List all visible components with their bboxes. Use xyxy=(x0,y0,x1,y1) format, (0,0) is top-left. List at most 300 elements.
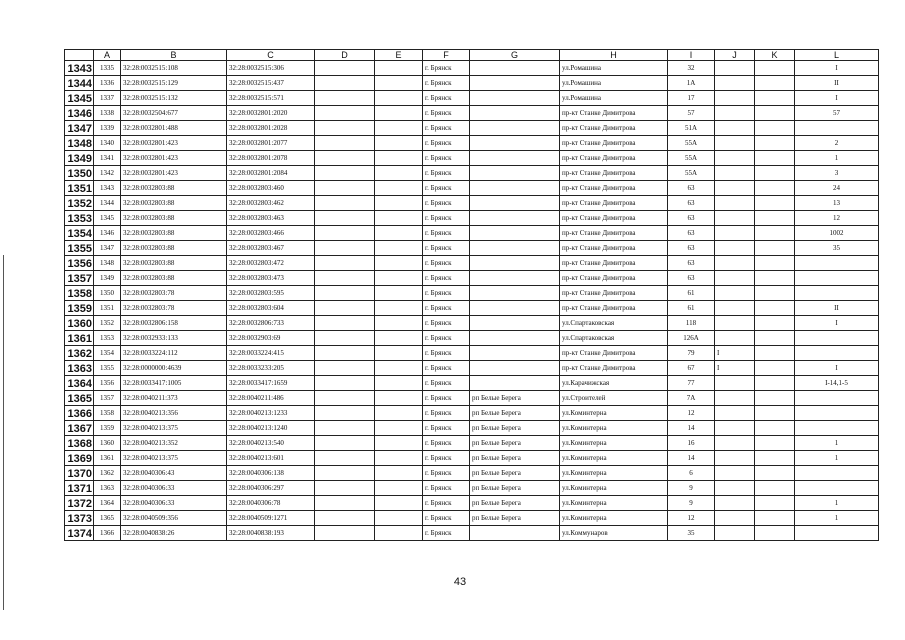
cell-h[interactable]: ул.Ромашина xyxy=(560,91,668,106)
cell-d[interactable] xyxy=(315,151,375,166)
row-number[interactable]: 1369 xyxy=(65,451,94,466)
cell-e[interactable] xyxy=(375,211,423,226)
cell-a[interactable]: 1342 xyxy=(94,166,121,181)
cell-d[interactable] xyxy=(315,166,375,181)
row-number[interactable]: 1367 xyxy=(65,421,94,436)
cell-g[interactable] xyxy=(470,166,560,181)
cell-k[interactable] xyxy=(755,76,795,91)
cell-f[interactable]: г. Брянск xyxy=(423,256,470,271)
cell-a[interactable]: 1361 xyxy=(94,451,121,466)
cell-f[interactable]: г. Брянск xyxy=(423,271,470,286)
cell-k[interactable] xyxy=(755,376,795,391)
cell-i[interactable]: 63 xyxy=(668,181,715,196)
cell-l[interactable] xyxy=(795,466,879,481)
cell-l[interactable] xyxy=(795,121,879,136)
cell-d[interactable] xyxy=(315,301,375,316)
cell-f[interactable]: г. Брянск xyxy=(423,361,470,376)
cell-h[interactable]: пр-кт Станке Димитрова xyxy=(560,121,668,136)
column-header-a[interactable]: A xyxy=(94,50,121,61)
cell-i[interactable]: 32 xyxy=(668,61,715,76)
cell-a[interactable]: 1344 xyxy=(94,196,121,211)
cell-k[interactable] xyxy=(755,301,795,316)
cell-i[interactable]: 16 xyxy=(668,436,715,451)
cell-h[interactable]: ул.Коминтерна xyxy=(560,436,668,451)
cell-h[interactable]: ул.Коминтерна xyxy=(560,421,668,436)
cell-e[interactable] xyxy=(375,451,423,466)
cell-k[interactable] xyxy=(755,61,795,76)
row-number[interactable]: 1344 xyxy=(65,76,94,91)
cell-c[interactable]: 32:28:0032803:466 xyxy=(227,226,315,241)
cell-e[interactable] xyxy=(375,316,423,331)
cell-i[interactable]: 55А xyxy=(668,136,715,151)
cell-e[interactable] xyxy=(375,301,423,316)
cell-i[interactable]: 6 xyxy=(668,466,715,481)
cell-i[interactable]: 63 xyxy=(668,211,715,226)
cell-c[interactable]: 32:28:0032801:2078 xyxy=(227,151,315,166)
cell-f[interactable]: г. Брянск xyxy=(423,301,470,316)
cell-e[interactable] xyxy=(375,421,423,436)
cell-k[interactable] xyxy=(755,136,795,151)
cell-f[interactable]: г. Брянск xyxy=(423,166,470,181)
cell-b[interactable]: 32:28:0032515:132 xyxy=(121,91,227,106)
cell-a[interactable]: 1358 xyxy=(94,406,121,421)
cell-a[interactable]: 1365 xyxy=(94,511,121,526)
cell-a[interactable]: 1338 xyxy=(94,106,121,121)
cell-a[interactable]: 1362 xyxy=(94,466,121,481)
cell-g[interactable]: рп Белые Берега xyxy=(470,406,560,421)
cell-j[interactable] xyxy=(715,331,755,346)
cell-l[interactable]: 24 xyxy=(795,181,879,196)
cell-l[interactable]: 35 xyxy=(795,241,879,256)
cell-a[interactable]: 1360 xyxy=(94,436,121,451)
cell-e[interactable] xyxy=(375,166,423,181)
cell-k[interactable] xyxy=(755,511,795,526)
cell-a[interactable]: 1355 xyxy=(94,361,121,376)
row-number[interactable]: 1364 xyxy=(65,376,94,391)
cell-f[interactable]: г. Брянск xyxy=(423,451,470,466)
cell-b[interactable]: 32:28:0032803:88 xyxy=(121,211,227,226)
cell-f[interactable]: г. Брянск xyxy=(423,181,470,196)
cell-j[interactable] xyxy=(715,271,755,286)
cell-b[interactable]: 32:28:0000000:4639 xyxy=(121,361,227,376)
cell-j[interactable] xyxy=(715,406,755,421)
cell-e[interactable] xyxy=(375,136,423,151)
row-number[interactable]: 1357 xyxy=(65,271,94,286)
cell-b[interactable]: 32:28:0032803:88 xyxy=(121,196,227,211)
cell-f[interactable]: г. Брянск xyxy=(423,391,470,406)
cell-f[interactable]: г. Брянск xyxy=(423,481,470,496)
cell-i[interactable]: 9 xyxy=(668,481,715,496)
cell-d[interactable] xyxy=(315,196,375,211)
cell-k[interactable] xyxy=(755,316,795,331)
cell-i[interactable]: 63 xyxy=(668,256,715,271)
cell-l[interactable]: 1002 xyxy=(795,226,879,241)
cell-e[interactable] xyxy=(375,481,423,496)
cell-g[interactable] xyxy=(470,286,560,301)
column-header-i[interactable]: I xyxy=(668,50,715,61)
row-number[interactable]: 1353 xyxy=(65,211,94,226)
cell-l[interactable]: 1 xyxy=(795,151,879,166)
cell-j[interactable] xyxy=(715,241,755,256)
cell-c[interactable]: 32:28:0040509:1271 xyxy=(227,511,315,526)
cell-k[interactable] xyxy=(755,436,795,451)
cell-c[interactable]: 32:28:0032515:571 xyxy=(227,91,315,106)
cell-a[interactable]: 1340 xyxy=(94,136,121,151)
cell-k[interactable] xyxy=(755,481,795,496)
cell-c[interactable]: 32:28:0032903:69 xyxy=(227,331,315,346)
cell-i[interactable]: 61 xyxy=(668,301,715,316)
cell-l[interactable]: 1 xyxy=(795,511,879,526)
cell-e[interactable] xyxy=(375,376,423,391)
cell-f[interactable]: г. Брянск xyxy=(423,286,470,301)
cell-j[interactable] xyxy=(715,211,755,226)
cell-g[interactable] xyxy=(470,151,560,166)
cell-h[interactable]: пр-кт Станке Димитрова xyxy=(560,136,668,151)
cell-g[interactable] xyxy=(470,301,560,316)
cell-k[interactable] xyxy=(755,451,795,466)
cell-g[interactable] xyxy=(470,196,560,211)
cell-l[interactable]: I-14,1-5 xyxy=(795,376,879,391)
cell-f[interactable]: г. Брянск xyxy=(423,376,470,391)
cell-g[interactable]: рп Белые Берега xyxy=(470,391,560,406)
cell-g[interactable] xyxy=(470,376,560,391)
cell-h[interactable]: ул.Коминтерна xyxy=(560,481,668,496)
cell-b[interactable]: 32:28:0040306:43 xyxy=(121,466,227,481)
cell-f[interactable]: г. Брянск xyxy=(423,136,470,151)
cell-g[interactable]: рп Белые Берега xyxy=(470,496,560,511)
row-number[interactable]: 1360 xyxy=(65,316,94,331)
cell-d[interactable] xyxy=(315,241,375,256)
cell-k[interactable] xyxy=(755,406,795,421)
cell-d[interactable] xyxy=(315,376,375,391)
cell-j[interactable] xyxy=(715,391,755,406)
cell-i[interactable]: 79 xyxy=(668,346,715,361)
cell-i[interactable]: 7А xyxy=(668,391,715,406)
cell-l[interactable]: I xyxy=(795,361,879,376)
cell-l[interactable]: I xyxy=(795,91,879,106)
cell-b[interactable]: 32:28:0032504:677 xyxy=(121,106,227,121)
cell-j[interactable] xyxy=(715,121,755,136)
row-number[interactable]: 1362 xyxy=(65,346,94,361)
cell-c[interactable]: 32:28:0032803:462 xyxy=(227,196,315,211)
cell-e[interactable] xyxy=(375,226,423,241)
cell-g[interactable] xyxy=(470,181,560,196)
cell-h[interactable]: ул.Коммунаров xyxy=(560,526,668,541)
cell-k[interactable] xyxy=(755,466,795,481)
cell-i[interactable]: 17 xyxy=(668,91,715,106)
cell-f[interactable]: г. Брянск xyxy=(423,106,470,121)
cell-f[interactable]: г. Брянск xyxy=(423,406,470,421)
cell-c[interactable]: 32:28:0040306:138 xyxy=(227,466,315,481)
cell-k[interactable] xyxy=(755,421,795,436)
cell-g[interactable] xyxy=(470,136,560,151)
cell-b[interactable]: 32:28:0032803:78 xyxy=(121,286,227,301)
cell-f[interactable]: г. Брянск xyxy=(423,241,470,256)
cell-e[interactable] xyxy=(375,406,423,421)
column-header-f[interactable]: F xyxy=(423,50,470,61)
cell-g[interactable] xyxy=(470,61,560,76)
cell-i[interactable]: 51А xyxy=(668,121,715,136)
cell-c[interactable]: 32:28:0040213:601 xyxy=(227,451,315,466)
cell-c[interactable]: 32:28:0032515:437 xyxy=(227,76,315,91)
cell-c[interactable]: 32:28:0040838:193 xyxy=(227,526,315,541)
cell-l[interactable] xyxy=(795,391,879,406)
cell-h[interactable]: пр-кт Станке Димитрова xyxy=(560,346,668,361)
cell-a[interactable]: 1335 xyxy=(94,61,121,76)
cell-k[interactable] xyxy=(755,121,795,136)
cell-a[interactable]: 1341 xyxy=(94,151,121,166)
cell-g[interactable] xyxy=(470,121,560,136)
cell-b[interactable]: 32:28:0040306:33 xyxy=(121,496,227,511)
cell-i[interactable]: 63 xyxy=(668,226,715,241)
cell-f[interactable]: г. Брянск xyxy=(423,526,470,541)
cell-a[interactable]: 1348 xyxy=(94,256,121,271)
cell-b[interactable]: 32:28:0032801:488 xyxy=(121,121,227,136)
cell-i[interactable]: 12 xyxy=(668,406,715,421)
cell-g[interactable] xyxy=(470,361,560,376)
cell-j[interactable] xyxy=(715,466,755,481)
cell-c[interactable]: 32:28:0032801:2077 xyxy=(227,136,315,151)
row-number[interactable]: 1370 xyxy=(65,466,94,481)
cell-a[interactable]: 1351 xyxy=(94,301,121,316)
row-number[interactable]: 1350 xyxy=(65,166,94,181)
cell-h[interactable]: ул.Коминтерна xyxy=(560,511,668,526)
cell-j[interactable] xyxy=(715,301,755,316)
cell-g[interactable] xyxy=(470,226,560,241)
cell-i[interactable]: 1А xyxy=(668,76,715,91)
cell-c[interactable]: 32:28:0040213:1233 xyxy=(227,406,315,421)
cell-j[interactable]: I xyxy=(715,346,755,361)
cell-j[interactable] xyxy=(715,136,755,151)
cell-b[interactable]: 32:28:0032803:78 xyxy=(121,301,227,316)
cell-h[interactable]: ул.Спартаковская xyxy=(560,316,668,331)
cell-c[interactable]: 32:28:0033417:1659 xyxy=(227,376,315,391)
cell-e[interactable] xyxy=(375,511,423,526)
cell-k[interactable] xyxy=(755,196,795,211)
cell-b[interactable]: 32:28:0040306:33 xyxy=(121,481,227,496)
cell-g[interactable] xyxy=(470,91,560,106)
cell-i[interactable]: 55А xyxy=(668,166,715,181)
cell-f[interactable]: г. Брянск xyxy=(423,76,470,91)
cell-h[interactable]: пр-кт Станке Димитрова xyxy=(560,106,668,121)
cell-j[interactable]: I xyxy=(715,361,755,376)
cell-b[interactable]: 32:28:0032515:108 xyxy=(121,61,227,76)
cell-d[interactable] xyxy=(315,226,375,241)
cell-i[interactable]: 63 xyxy=(668,241,715,256)
cell-i[interactable]: 67 xyxy=(668,361,715,376)
cell-d[interactable] xyxy=(315,286,375,301)
cell-h[interactable]: ул.Спартаковская xyxy=(560,331,668,346)
cell-h[interactable]: пр-кт Станке Димитрова xyxy=(560,196,668,211)
cell-c[interactable]: 32:28:0032803:595 xyxy=(227,286,315,301)
cell-f[interactable]: г. Брянск xyxy=(423,226,470,241)
cell-l[interactable] xyxy=(795,481,879,496)
cell-c[interactable]: 32:28:0032806:733 xyxy=(227,316,315,331)
cell-c[interactable]: 32:28:0032801:2020 xyxy=(227,106,315,121)
cell-b[interactable]: 32:28:0033224:112 xyxy=(121,346,227,361)
cell-l[interactable]: II xyxy=(795,301,879,316)
cell-a[interactable]: 1353 xyxy=(94,331,121,346)
cell-i[interactable]: 55А xyxy=(668,151,715,166)
cell-l[interactable]: 1 xyxy=(795,496,879,511)
cell-i[interactable]: 12 xyxy=(668,511,715,526)
cell-d[interactable] xyxy=(315,361,375,376)
cell-a[interactable]: 1345 xyxy=(94,211,121,226)
cell-f[interactable]: г. Брянск xyxy=(423,511,470,526)
cell-f[interactable]: г. Брянск xyxy=(423,466,470,481)
row-number[interactable]: 1363 xyxy=(65,361,94,376)
cell-j[interactable] xyxy=(715,376,755,391)
cell-l[interactable]: 1 xyxy=(795,451,879,466)
cell-e[interactable] xyxy=(375,241,423,256)
cell-b[interactable]: 32:28:0040838:26 xyxy=(121,526,227,541)
column-header-l[interactable]: L xyxy=(795,50,879,61)
cell-i[interactable]: 61 xyxy=(668,286,715,301)
cell-j[interactable] xyxy=(715,286,755,301)
cell-i[interactable]: 126А xyxy=(668,331,715,346)
cell-d[interactable] xyxy=(315,181,375,196)
cell-c[interactable]: 32:28:0032801:2028 xyxy=(227,121,315,136)
cell-g[interactable] xyxy=(470,271,560,286)
cell-g[interactable] xyxy=(470,316,560,331)
cell-k[interactable] xyxy=(755,181,795,196)
cell-b[interactable]: 32:28:0040213:352 xyxy=(121,436,227,451)
row-number[interactable]: 1366 xyxy=(65,406,94,421)
cell-d[interactable] xyxy=(315,451,375,466)
cell-a[interactable]: 1363 xyxy=(94,481,121,496)
cell-j[interactable] xyxy=(715,106,755,121)
cell-d[interactable] xyxy=(315,466,375,481)
cell-j[interactable] xyxy=(715,181,755,196)
cell-k[interactable] xyxy=(755,166,795,181)
column-header-d[interactable]: D xyxy=(315,50,375,61)
cell-g[interactable]: рп Белые Берега xyxy=(470,481,560,496)
cell-g[interactable] xyxy=(470,241,560,256)
cell-j[interactable] xyxy=(715,166,755,181)
cell-b[interactable]: 32:28:0032803:88 xyxy=(121,256,227,271)
cell-j[interactable] xyxy=(715,526,755,541)
cell-d[interactable] xyxy=(315,76,375,91)
cell-k[interactable] xyxy=(755,91,795,106)
cell-c[interactable]: 32:28:0032803:604 xyxy=(227,301,315,316)
cell-c[interactable]: 32:28:0040213:540 xyxy=(227,436,315,451)
cell-l[interactable] xyxy=(795,271,879,286)
cell-i[interactable]: 14 xyxy=(668,421,715,436)
row-number[interactable]: 1356 xyxy=(65,256,94,271)
cell-k[interactable] xyxy=(755,271,795,286)
cell-k[interactable] xyxy=(755,241,795,256)
cell-g[interactable]: рп Белые Берега xyxy=(470,421,560,436)
cell-l[interactable]: 13 xyxy=(795,196,879,211)
cell-h[interactable]: ул.Ромашина xyxy=(560,61,668,76)
cell-h[interactable]: ул.Коминтерна xyxy=(560,406,668,421)
cell-l[interactable]: 1 xyxy=(795,436,879,451)
cell-c[interactable]: 32:28:0040213:1240 xyxy=(227,421,315,436)
cell-b[interactable]: 32:28:0032933:133 xyxy=(121,331,227,346)
cell-e[interactable] xyxy=(375,181,423,196)
cell-g[interactable] xyxy=(470,526,560,541)
row-number[interactable]: 1351 xyxy=(65,181,94,196)
cell-c[interactable]: 32:28:0032801:2084 xyxy=(227,166,315,181)
cell-l[interactable]: 12 xyxy=(795,211,879,226)
cell-e[interactable] xyxy=(375,466,423,481)
cell-f[interactable]: г. Брянск xyxy=(423,436,470,451)
cell-d[interactable] xyxy=(315,346,375,361)
cell-e[interactable] xyxy=(375,121,423,136)
row-number[interactable]: 1373 xyxy=(65,511,94,526)
cell-f[interactable]: г. Брянск xyxy=(423,151,470,166)
cell-e[interactable] xyxy=(375,346,423,361)
cell-c[interactable]: 32:28:0032803:472 xyxy=(227,256,315,271)
cell-a[interactable]: 1337 xyxy=(94,91,121,106)
cell-l[interactable] xyxy=(795,406,879,421)
cell-b[interactable]: 32:28:0032803:88 xyxy=(121,181,227,196)
cell-l[interactable]: I xyxy=(795,61,879,76)
cell-j[interactable] xyxy=(715,256,755,271)
cell-d[interactable] xyxy=(315,406,375,421)
cell-e[interactable] xyxy=(375,61,423,76)
cell-g[interactable] xyxy=(470,211,560,226)
cell-k[interactable] xyxy=(755,391,795,406)
cell-i[interactable]: 63 xyxy=(668,196,715,211)
cell-g[interactable] xyxy=(470,346,560,361)
cell-l[interactable]: 3 xyxy=(795,166,879,181)
cell-k[interactable] xyxy=(755,211,795,226)
cell-d[interactable] xyxy=(315,421,375,436)
cell-c[interactable]: 32:28:0032803:460 xyxy=(227,181,315,196)
cell-f[interactable]: г. Брянск xyxy=(423,91,470,106)
cell-e[interactable] xyxy=(375,361,423,376)
cell-h[interactable]: пр-кт Станке Димитрова xyxy=(560,241,668,256)
cell-g[interactable]: рп Белые Берега xyxy=(470,511,560,526)
cell-h[interactable]: пр-кт Станке Димитрова xyxy=(560,271,668,286)
cell-l[interactable]: I xyxy=(795,316,879,331)
cell-h[interactable]: пр-кт Станке Димитрова xyxy=(560,256,668,271)
cell-c[interactable]: 32:28:0033233:205 xyxy=(227,361,315,376)
cell-c[interactable]: 32:28:0032515:306 xyxy=(227,61,315,76)
cell-b[interactable]: 32:28:0040213:375 xyxy=(121,451,227,466)
row-number[interactable]: 1346 xyxy=(65,106,94,121)
cell-f[interactable]: г. Брянск xyxy=(423,121,470,136)
cell-e[interactable] xyxy=(375,391,423,406)
cell-g[interactable] xyxy=(470,76,560,91)
cell-b[interactable]: 32:28:0040509:356 xyxy=(121,511,227,526)
cell-c[interactable]: 32:28:0040211:486 xyxy=(227,391,315,406)
cell-h[interactable]: пр-кт Станке Димитрова xyxy=(560,226,668,241)
cell-d[interactable] xyxy=(315,136,375,151)
cell-a[interactable]: 1366 xyxy=(94,526,121,541)
cell-j[interactable] xyxy=(715,496,755,511)
cell-a[interactable]: 1339 xyxy=(94,121,121,136)
cell-j[interactable] xyxy=(715,316,755,331)
cell-d[interactable] xyxy=(315,121,375,136)
cell-k[interactable] xyxy=(755,286,795,301)
row-number[interactable]: 1355 xyxy=(65,241,94,256)
cell-l[interactable] xyxy=(795,256,879,271)
cell-b[interactable]: 32:28:0032803:88 xyxy=(121,241,227,256)
cell-b[interactable]: 32:28:0040211:373 xyxy=(121,391,227,406)
cell-j[interactable] xyxy=(715,226,755,241)
cell-f[interactable]: г. Брянск xyxy=(423,346,470,361)
column-header-k[interactable]: K xyxy=(755,50,795,61)
cell-f[interactable]: г. Брянск xyxy=(423,211,470,226)
cell-k[interactable] xyxy=(755,331,795,346)
cell-k[interactable] xyxy=(755,256,795,271)
cell-h[interactable]: пр-кт Станке Димитрова xyxy=(560,181,668,196)
cell-a[interactable]: 1357 xyxy=(94,391,121,406)
cell-j[interactable] xyxy=(715,61,755,76)
cell-c[interactable]: 32:28:0032803:463 xyxy=(227,211,315,226)
